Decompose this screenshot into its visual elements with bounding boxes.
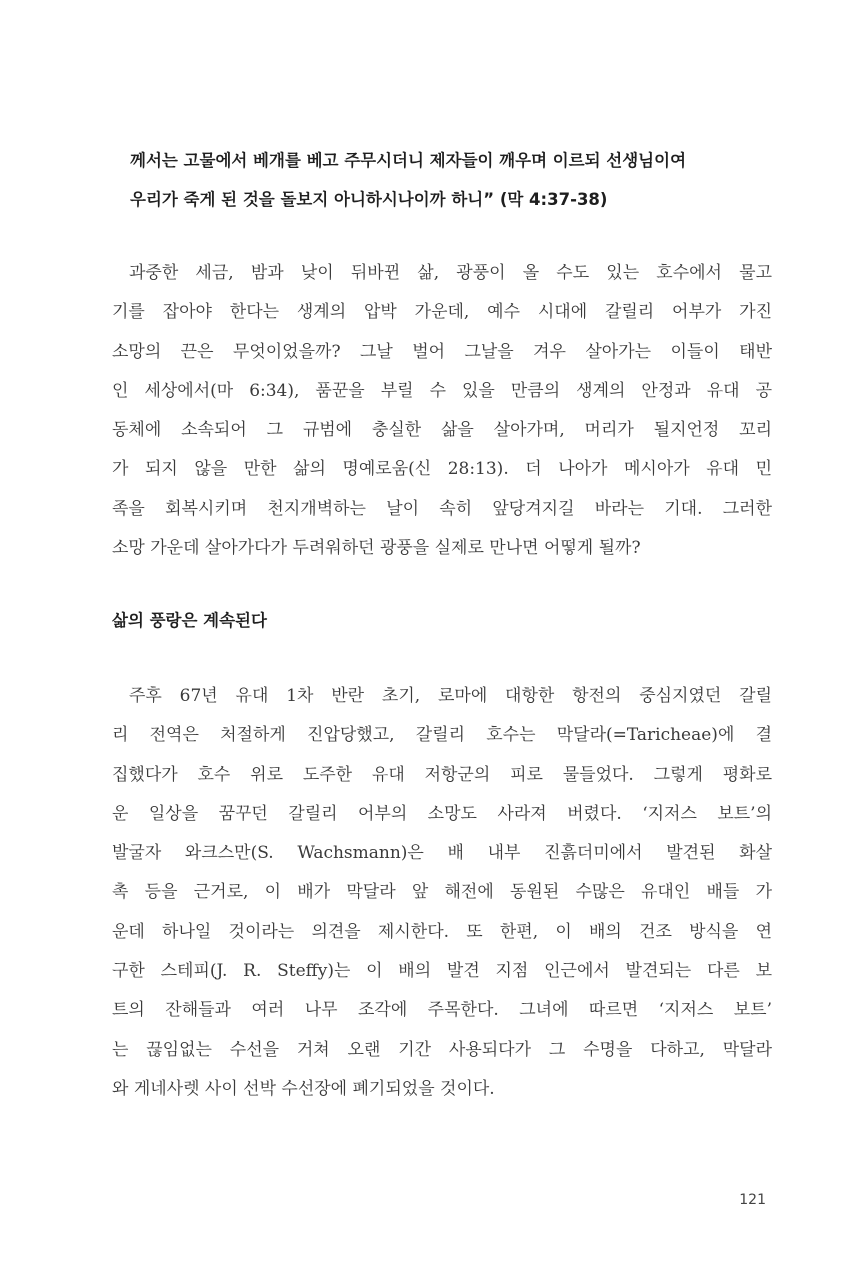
paragraph-line: 운 일상을 꿈꾸던 갈릴리 어부의 소망도 사라져 버렸다. ‘지저스 보트’의	[112, 803, 772, 824]
paragraph-line: 기를 잡아야 한다는 생계의 압박 가운데, 예수 시대에 갈릴리 어부가 가진	[112, 302, 772, 323]
paragraph-2	[112, 677, 772, 1109]
section-heading: 삶의 풍랑은 계속된다	[112, 611, 267, 630]
paragraph-line: 소망 가운데 살아가다가 두려워하던 광풍을 실제로 만나면 어떻게 될까?	[112, 538, 641, 559]
quote-line: 께서는 고물에서 베개를 베고 주무시더니 제자들이 깨우며 이르되 선생님이여	[130, 151, 687, 170]
paragraph-line: 주후 67년 유대 1차 반란 초기, 로마에 대항한 항전의 중심지였던 갈릴	[129, 686, 772, 706]
paragraph-1	[112, 254, 772, 568]
scripture-quote	[130, 141, 780, 219]
paragraph-line: 운데 하나일 것이라는 의견을 제시한다. 또 한편, 이 배의 건조 방식을 연	[112, 921, 772, 942]
paragraph-line: 집했다가 호수 위로 도주한 유대 저항군의 피로 물들었다. 그렇게 평화로	[112, 764, 772, 785]
paragraph-line: 리 전역은 처절하게 진압당했고, 갈릴리 호수는 막달라(=Taricheae)에 결	[112, 725, 772, 746]
paragraph-line: 인 세상에서(마 6:34), 품꾼을 부릴 수 있을 만큼의 생계의 안정과 유대 공	[112, 380, 772, 401]
paragraph-line: 트의 잔해들과 여러 나무 조각에 주목한다. 그녀에 따르면 ‘지저스 보트’	[112, 1000, 772, 1021]
paragraph-line: 촉 등을 근거로, 이 배가 막달라 앞 해전에 동원된 수많은 유대인 배들 가	[112, 882, 772, 903]
page-number: 121	[739, 1192, 766, 1208]
quote-line: 우리가 죽게 된 것을 돌보지 아니하시나이까 하니” (막 4:37-38)	[130, 190, 608, 209]
paragraph-line: 동체에 소속되어 그 규범에 충실한 삶을 살아가며, 머리가 될지언정 꼬리	[112, 420, 772, 441]
paragraph-line: 과중한 세금, 밤과 낮이 뒤바뀐 삶, 광풍이 올 수도 있는 호수에서 물고	[129, 263, 772, 283]
paragraph-line: 와 게네사렛 사이 선박 수선장에 폐기되었을 것이다.	[112, 1078, 495, 1099]
paragraph-line: 가 되지 않을 만한 삶의 명예로움(신 28:13). 더 나아가 메시아가 유대 민	[112, 459, 772, 480]
paragraph-line: 발굴자 와크스만(S. Wachsmann)은 배 내부 진흙더미에서 발견된 화살	[112, 843, 772, 864]
paragraph-line: 소망의 끈은 무엇이었을까? 그날 벌어 그날을 겨우 살아가는 이들이 태반	[112, 341, 772, 362]
paragraph-line: 족을 회복시키며 천지개벽하는 날이 속히 앞당겨지길 바라는 기대. 그러한	[112, 498, 772, 519]
paragraph-line: 는 끊임없는 수선을 거쳐 오랜 기간 사용되다가 그 수명을 다하고, 막달라	[112, 1039, 772, 1060]
paragraph-line: 구한 스테피(J. R. Steffy)는 이 배의 발견 지점 인근에서 발견되는 다른 보	[112, 961, 772, 982]
